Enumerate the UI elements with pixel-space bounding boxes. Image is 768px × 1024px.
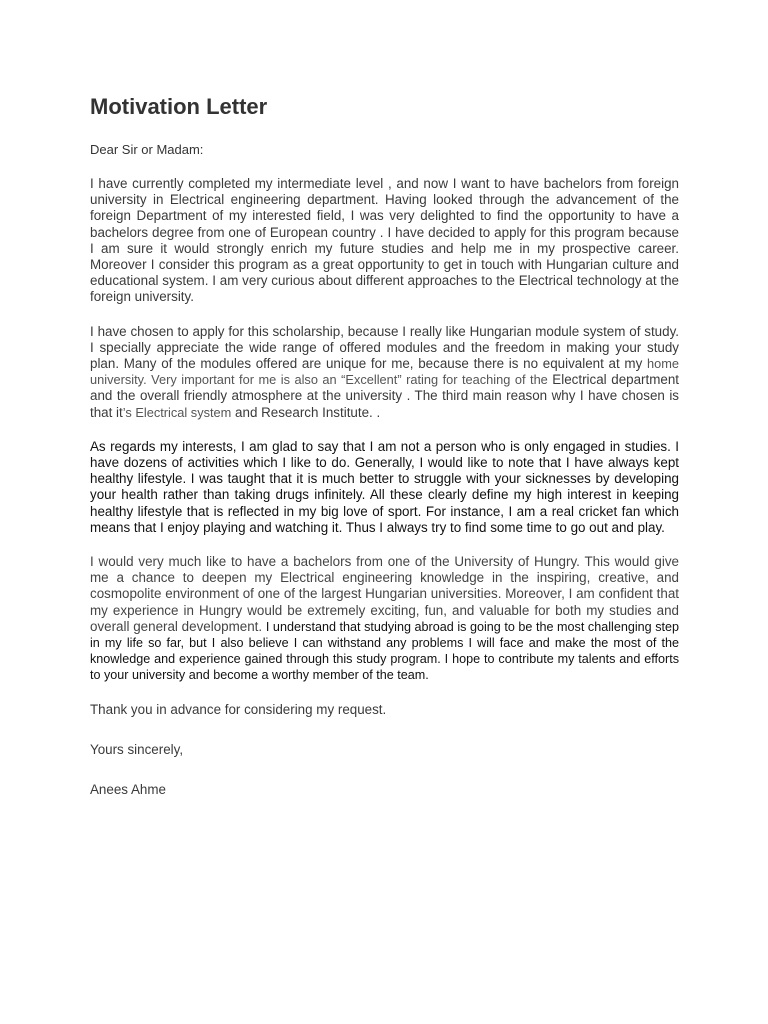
paragraph-intro: I have currently completed my intermediate level , and now I want to have bachelors from foreign university in Electrical engineering department. Having looked through the advancement of the foreign Department of my interested field, I was very delighted to find the opportunity to have a bachelors degree from one of European country . I have decided to apply for this program because I am sure it would strongly enrich my future studies and help me in my prospective career. Moreover I consider this program as a great opportunity to get in touch with Hungarian culture and educational system. I am very curious about different approaches to the Electrical technology at the foreign university. xyxy=(90,176,679,305)
paragraph-reasons xyxy=(90,324,679,421)
paragraph-goals-part1: I would very much like to have a bachelors from one of the University of Hungry. This would give me a chance to deepen my Electrical engineering knowledge in the inspiring, creative, and cosmopolite environment of one of the largest Hungarian universities. Moreover, I am confident that my experience in Hungry would be extremely exciting, fun, and valuable for both my studies and overall general development. xyxy=(90,554,679,634)
paragraph-reasons-part3: Electrical department and the overall friendly atmosphere at the university . The third main reason why I have chosen is that it xyxy=(90,372,680,420)
sign-off: Yours sincerely, xyxy=(90,741,184,757)
signature-name: Anees Ahme xyxy=(90,781,166,797)
paragraph-reasons-part2: home university. Very important for me is also an “Excellent” rating for teaching of the xyxy=(90,356,679,388)
salutation: Dear Sir or Madam: xyxy=(90,142,204,157)
paragraph-goals xyxy=(90,554,679,684)
paragraph-reasons-part4: ’s Electrical system xyxy=(122,404,232,420)
closing-line: Thank you in advance for considering my request. xyxy=(90,701,387,717)
paragraph-reasons-part1: I have chosen to apply for this scholarship, because I really like Hungarian module system of study. I specially appreciate the wide range of offered modules and the freedom in making your study plan. Many of the modules offered are unique for me, because there is no equivalent at my xyxy=(90,323,679,372)
paragraph-interests: As regards my interests, I am glad to say that I am not a person who is only engaged in studies. I have dozens of activities which I like to do. Generally, I would like to note that I have always kept healthy lifestyle. I was taught that it is much better to struggle with your sicknesses by developing your health rather than taking drugs infinitely. All these clearly define my high interest in keeping healthy lifestyle that is reflected in my big love of sport. For instance, I am a real cricket fan which means that I enjoy playing and watching it. Thus I always try to find some time to go out and play. xyxy=(90,438,679,535)
paragraph-goals-part2: I understand that studying abroad is going to be the most challenging step in my life so far, but I also believe I can withstand any problems I will face and make the most of the knowledge and experience gained through this study program. I hope to contribute my talents and efforts to your university and become a worthy member of the team. xyxy=(90,619,679,683)
letter-page xyxy=(90,92,679,798)
paragraph-reasons-part5: and Research Institute. . xyxy=(231,404,381,420)
letter-title: Motivation Letter xyxy=(90,94,268,119)
